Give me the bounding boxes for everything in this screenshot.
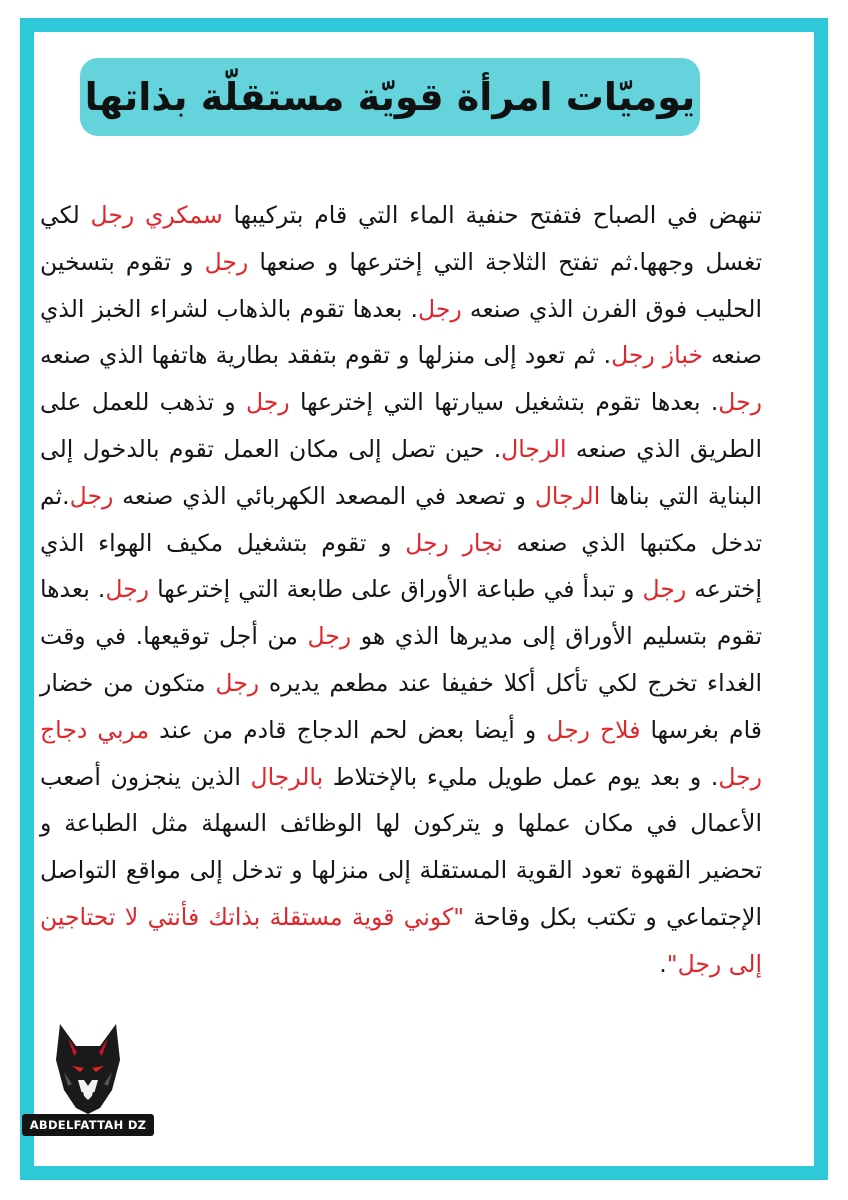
body-text-segment: . حين تصل إلى مكان العمل تقوم بالدخول إلى البناية التي بناها <box>40 434 762 510</box>
body-text-segment: الذين ينجزون أصعب الأعمال في مكان عملها و يتركون لها الوظائف السهلة مثل الطباعة و تحضير القهوة تعود القوية المستقلة إلى منزلها و تدخل إلى مواقع التواصل الإجتماعي و تكتب بكل وقاحة <box>40 762 762 931</box>
highlight-text: سمكري رجل <box>90 201 223 229</box>
highlight-text: خباز رجل <box>611 341 703 370</box>
body-text-segment: . و بعد يوم عمل طويل مليء بالإختلاط <box>323 762 719 791</box>
highlight-text: الرجال <box>534 481 601 510</box>
highlight-text: رجل <box>204 247 249 276</box>
highlight-text: "كوني قوية مستقلة بذاتك فأنتي لا تحتاجين إلى رجل" <box>40 902 762 978</box>
highlight-text: الرجال <box>501 434 567 463</box>
highlight-text: رجل <box>307 622 352 651</box>
highlight-text: رجل <box>215 668 260 697</box>
body-text-segment: و أيضا بعض لحم الدجاج قادم من عند <box>149 715 547 744</box>
highlight-text: رجل <box>105 575 149 604</box>
highlight-text: رجل <box>418 294 462 323</box>
body-text-segment: . بعدها تقوم بتشغيل سيارتها التي إخترعها <box>289 388 719 417</box>
body-text-segment: . ثم تعود إلى منزلها و تقوم بتفقد بطارية هاتفها الذي صنعه <box>40 341 612 370</box>
highlight-text: رجل <box>245 388 290 417</box>
highlight-text: رجل <box>718 388 762 417</box>
highlight-text: مربي دجاج رجل <box>40 715 762 791</box>
body-text-segment: تنهض في الصباح فتفتح حنفية الماء التي قام بتركيبها <box>222 201 762 229</box>
body-text-segment: و تقوم بتسخين الحليب فوق الفرن الذي صنعه <box>40 247 762 323</box>
body-text-segment: و تقوم بتشغيل مكيف الهواء الذي إخترعه <box>40 528 762 604</box>
watermark-label: ABDELFATTAH DZ <box>22 1114 154 1136</box>
highlight-text: بالرجال <box>250 762 324 791</box>
body-text-segment: . <box>659 949 667 978</box>
highlight-text: نجار رجل <box>405 528 503 557</box>
body-text-segment: و تذهب للعمل على الطريق الذي صنعه <box>40 388 762 463</box>
body-text-segment: و تصعد في المصعد الكهربائي الذي صنعه <box>113 481 535 510</box>
body-text-segment: و تبدأ في طباعة الأوراق على طابعة التي إخترعها <box>149 575 643 604</box>
body-text-segment: من أجل توقيعها. في وقت الغداء تخرج لكي تأكل أكلا خفيفا عند مطعم يديره <box>40 622 762 697</box>
body-text-segment: متكون من خضار قام بغرسها <box>40 668 762 744</box>
body-text-segment: لكي تغسل وجهها.ثم تفتح الثلاجة التي إخترعها و صنعها <box>40 201 762 276</box>
body-text-segment: . بعدها تقوم بالذهاب لشراء الخبز الذي صنعه <box>40 294 762 370</box>
watermark-logo <box>22 1020 154 1136</box>
highlight-text: رجل <box>69 481 114 510</box>
title-banner <box>80 58 700 136</box>
wolf-head-icon <box>50 1020 126 1116</box>
highlight-text: رجل <box>642 575 687 604</box>
highlight-text: فلاح رجل <box>546 715 641 744</box>
body-text-segment: . بعدها تقوم بتسليم الأوراق إلى مديرها الذي هو <box>40 575 762 651</box>
story-paragraph <box>40 192 762 988</box>
page-title: يوميّات امرأة قويّة مستقلّة بذاتها <box>84 75 696 119</box>
body-text-segment: .ثم تدخل مكتبها الذي صنعه <box>40 481 762 557</box>
